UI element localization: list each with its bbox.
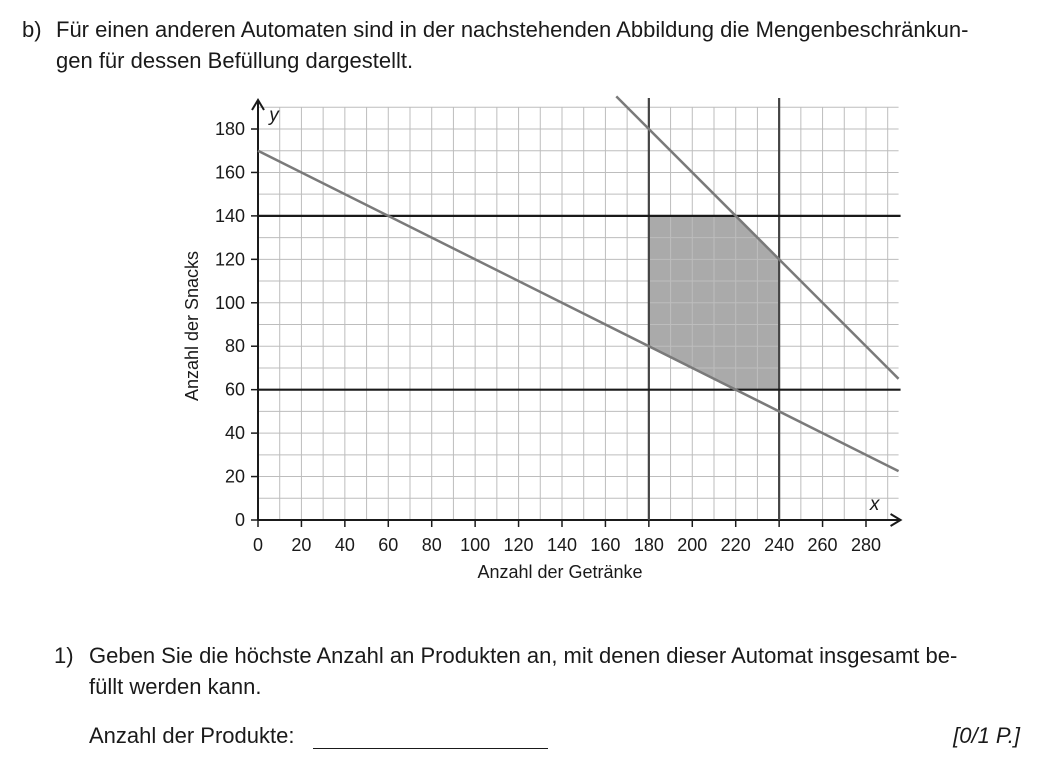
y-tick-label: 160 bbox=[214, 162, 245, 183]
y-axis-variable: y bbox=[269, 105, 279, 126]
x-axis-variable: x bbox=[869, 494, 880, 515]
task-b-line-2: gen für dessen Befüllung dargestellt. bbox=[56, 48, 414, 73]
points-label: [0/1 P.] bbox=[953, 723, 1020, 748]
constraint-line-sloped-4 bbox=[258, 151, 899, 471]
x-tick-label: 200 bbox=[677, 535, 708, 555]
x-tick-label: 220 bbox=[720, 535, 751, 555]
subtask-1-line-1: Geben Sie die höchste Anzahl an Produkten an, mit denen dieser Automat insgesamt be- bbox=[89, 643, 958, 668]
task-b-label: b) bbox=[22, 17, 42, 42]
subtask-1-line-2: füllt werden kann. bbox=[89, 674, 262, 699]
x-tick-label: 60 bbox=[378, 535, 399, 555]
x-tick-label: 0 bbox=[252, 535, 264, 555]
y-tick-label: 20 bbox=[224, 466, 245, 487]
y-tick-label: 60 bbox=[224, 379, 245, 400]
y-tick-label: 120 bbox=[214, 249, 245, 270]
task-b-line-1: Für einen anderen Automaten sind in der nachstehenden Abbildung die Mengenbeschränkun- bbox=[56, 17, 969, 42]
answer-blank-line[interactable] bbox=[313, 748, 548, 749]
x-tick-label: 240 bbox=[764, 535, 795, 555]
x-tick-label: 180 bbox=[633, 535, 664, 555]
y-axis-title: Anzahl der Snacks bbox=[182, 250, 202, 402]
x-tick-label: 120 bbox=[503, 535, 534, 555]
y-tick-label: 40 bbox=[224, 423, 245, 444]
subtask-1-label: 1) bbox=[54, 643, 74, 668]
x-tick-label: 140 bbox=[546, 535, 578, 555]
y-tick-label: 0 bbox=[234, 510, 245, 530]
subtask-1-text bbox=[89, 640, 1019, 702]
x-tick-label: 280 bbox=[850, 535, 882, 555]
x-tick-label: 160 bbox=[590, 535, 621, 555]
x-axis-title: Anzahl der Getränke bbox=[477, 562, 643, 582]
y-tick-label: 100 bbox=[214, 292, 245, 313]
answer-label: Anzahl der Produkte: bbox=[89, 723, 295, 748]
x-tick-label: 80 bbox=[421, 535, 442, 555]
x-tick-label: 40 bbox=[334, 535, 355, 555]
y-tick-label: 140 bbox=[214, 205, 245, 226]
x-tick-label: 100 bbox=[460, 535, 491, 555]
x-tick-label: 20 bbox=[291, 535, 312, 555]
y-tick-label: 180 bbox=[214, 119, 245, 140]
x-tick-label: 260 bbox=[807, 535, 838, 555]
y-tick-label: 80 bbox=[224, 336, 245, 357]
